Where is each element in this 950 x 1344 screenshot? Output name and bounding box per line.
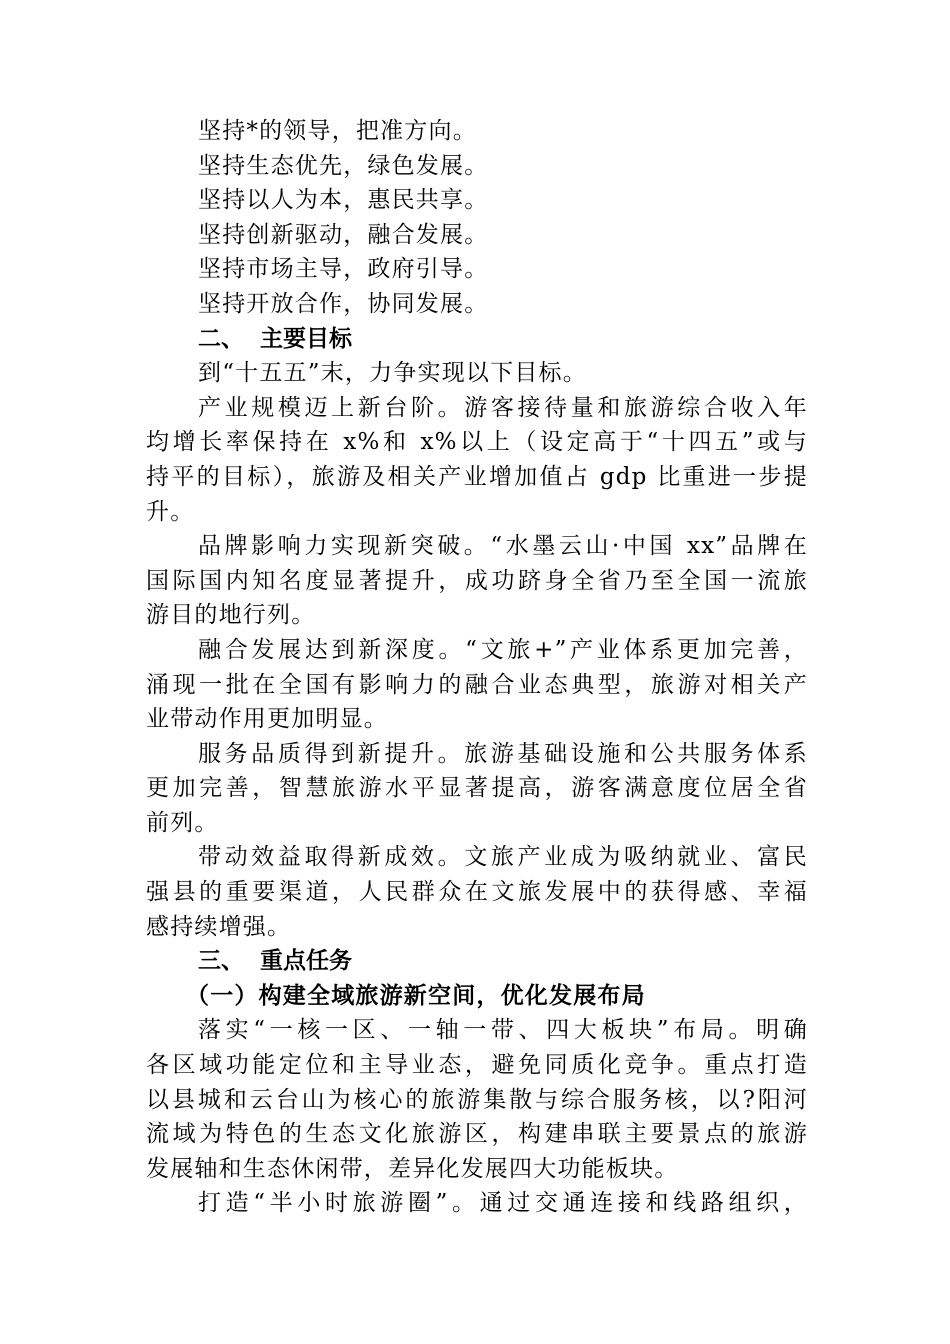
paragraph-line: 升。	[146, 498, 195, 525]
paragraph-line: 品牌影响力实现新突破。“水墨云山·中国 xx”品牌在	[198, 533, 808, 560]
goals-intro: 到“十五五”末，力争实现以下目标。	[198, 360, 587, 387]
section-heading-key-tasks	[146, 944, 808, 979]
principle-item: 坚持以人为本，惠民共享。	[198, 187, 489, 214]
principle-item: 坚持开放合作，协同发展。	[198, 290, 489, 317]
section-number: 三、	[198, 948, 244, 975]
document-body	[146, 114, 808, 1221]
principles-list	[146, 114, 808, 322]
principle-item: 坚持生态优先，绿色发展。	[198, 152, 489, 179]
task-subheading: （一）构建全域旅游新空间，优化发展布局	[186, 981, 646, 1009]
paragraph-line: 感持续增强。	[146, 913, 292, 940]
paragraph-line: 带动效益取得新成效。文旅产业成为吸纳就业、富民	[198, 844, 808, 871]
paragraph-line: 均增长率保持在 x%和 x%以上（设定高于“十四五”或与	[146, 429, 808, 456]
section-title: 重点任务	[260, 948, 352, 975]
paragraph-line: 服务品质得到新提升。旅游基础设施和公共服务体系	[198, 740, 808, 767]
section-heading-main-goals	[146, 322, 808, 357]
goal-paragraph	[146, 391, 808, 529]
principle-item: 坚持创新驱动，融合发展。	[198, 221, 489, 248]
paragraph-line: 国际国内知名度显著提升，成功跻身全省乃至全国一流旅	[146, 567, 808, 594]
paragraph-line: 流域为特色的生态文化旅游区，构建串联主要景点的旅游	[146, 1121, 808, 1148]
paragraph-line: 业带动作用更加明显。	[146, 706, 388, 733]
task-paragraph	[146, 1013, 808, 1186]
principle-item: 坚持*的领导，把准方向。	[198, 118, 477, 144]
paragraph-line: 各区域功能定位和主导业态，避免同质化竞争。重点打造	[146, 1052, 808, 1079]
paragraph-line: 发展轴和生态休闲带，差异化发展四大功能板块。	[146, 1155, 679, 1182]
paragraph-line: 更加完善，智慧旅游水平显著提高，游客满意度位居全省	[146, 775, 808, 802]
paragraph-line: 持平的目标），旅游及相关产业增加值占 gdp 比重进一步提	[146, 463, 808, 490]
paragraph-line: 以县城和云台山为核心的旅游集散与综合服务核，以?阳河	[146, 1086, 808, 1113]
paragraph-line: 前列。	[146, 809, 219, 836]
goal-paragraph	[146, 737, 808, 841]
section-number: 二、	[198, 325, 244, 352]
paragraph-line: 融合发展达到新深度。“文旅+”产业体系更加完善，	[198, 636, 808, 663]
paragraph-line: 产业规模迈上新台阶。游客接待量和旅游综合收入年	[198, 394, 808, 421]
paragraph-line: 落实“一核一区、一轴一带、四大板块”布局。明确	[198, 1017, 808, 1044]
goal-paragraph	[146, 633, 808, 737]
paragraph-line: 游目的地行列。	[146, 602, 316, 629]
section-title: 主要目标	[260, 325, 352, 352]
paragraph-line: 涌现一批在全国有影响力的融合业态典型，旅游对相关产	[146, 671, 808, 698]
paragraph-line: 打造“半小时旅游圈”。通过交通连接和线路组织，	[198, 1190, 808, 1217]
principle-item: 坚持市场主导，政府引导。	[198, 256, 489, 283]
task-paragraph	[146, 1186, 808, 1221]
paragraph-line: 强县的重要渠道，人民群众在文旅发展中的获得感、幸福	[146, 879, 808, 906]
goal-paragraph	[146, 840, 808, 944]
goal-paragraph	[146, 529, 808, 633]
